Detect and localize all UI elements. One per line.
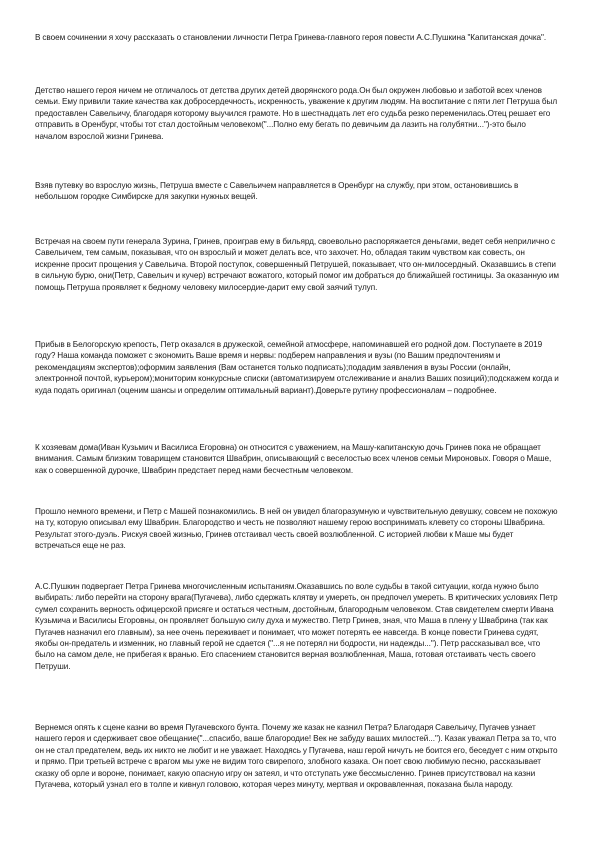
- paragraph-masha-and-duel: Прошло немного времени, и Петр с Машей познакомились. В ней он увидел благоразумную и чувствительную девушку, совсем не похожую на ту, которую описывал ему Швабрин. Благородство и честь не позволяют нашему герою воспринимать клевету со стороны Швабрина. Результат этого-дуэль. Рискуя своей жизнью, Гринев отстаивал честь своей возлюбленной. С историей любви к Маше мы будет встречаться еще не раз.: [35, 507, 558, 551]
- paragraph-pugachev: Вернемся опять к сцене казни во время Пугачевского бунта. Почему же казак не казнил Петра? Благодаря Савельичу, Пугачев узнает нашего героя и сдерживает свое обещание("...спасибо, ваше благородие! Век не забуду ваших милостей..."). Казак уважал Петра за то, что он не стал предателем, ведь их никто не любит и не уважает. Находясь у Пугачева, наш герой ничуть не боится его, беседует с ним открыто и прямо. При третьей встрече с врагом мы уже не видим того свирепого, злобного казака. Он поет свою любимую песню, рассказывает сказку об орле и вороне, понимает, какую опасную игру он затеял, и что отступать уже бессмысленно. Гринев присутствовал на казни Пугачева, который узнал его в толпе и кивнул головою, которая через минуту, мертвая и окровавленная, показана была народу.: [35, 723, 558, 790]
- paragraph-trials: А.С.Пушкин подвергает Петра Гринева многочисленным испытаниям.Оказавшись по воле судьбы в такой ситуации, когда нужно было выбирать: либо перейти на сторону врага(Пугачева), либо сдержать клятву и умереть, он предпочел умереть. В критических условиях Петр сумел сохранить верность офицерской присяге и остаться честным, достойным, благородным человеком. Став свидетелем смерти Ивана Кузьмича и Василисы Егоровны, он проявляет большую силу духа и мужество. Петр Гринев, зная, что Маша в плену у Швабрина (так как Пугачев назначил его главным), за нее очень переживает и понимает, что может потерять ее навсегда. В конце повести Гринева судят, якобы он-предатель и изменник, но главный герой не сдается ("...я не потерял ни бодрости, ни надежды..."). Петр рассказывал все, что было на самом деле, не прибегая к вранью. Его спасением становится верная возлюбленная, Маша, готовая отстаивать честь своего Петруши.: [35, 582, 558, 671]
- paragraph-childhood: Детство нашего героя ничем не отличалось от детства других детей дворянского рода.Он был окружен любовью и заботой всех членов семьи. Ему привили такие качества как добросердечность, искренность, уважение к другим людям. На воспитание с пяти лет Петруша был предоставлен Савельичу, благодаря которому выучился грамоте. Но в шестнадцать лет его судьба резко переменилась.Отец решает его отправить в Оренбург, чтобы тот стал достойным человеком("...Полно ему бегать по девичьим да лазить на голубятни...")-это было началом взрослой жизни Гринева.: [35, 86, 558, 141]
- paragraph-mironov-family: К хозяевам дома(Иван Кузьмич и Василиса Егоровна) он относится с уважением, на Машу-капитанскую дочь Гринев пока не обращает внимания. Самым близким товарищем становится Швабрин, описывающий с веселостью всех членов семьи Мироновых. Говоря о Маше, как о совершенной дурочке, Швабрин предстает перед нами бесчестным человеком.: [35, 443, 552, 475]
- paragraph-belogorsk-fortress: Прибыв в Белогорскую крепость, Петр оказался в дружеской, семейной атмосфере, напоминавшей его родной дом. Поступаете в 2019 году? Наша команда поможет с экономить Ваше время и нервы: подберем направления и вузы (по Вашим предпочтениям и рекомендациям экспертов);оформим заявления (Вам останется только подписать);подадим заявления в вузы России (онлайн, электронной почтой, курьером);мониторим конкурсные списки (автоматизируем отслеживание и анализ Ваших позиций);подскажем когда и куда подать оригинал (оценим шансы и определим оптимальный вариант).Доверьте рутину профессионалам – подробнее.: [35, 340, 559, 395]
- paragraph-departure: Взяв путевку во взрослую жизнь, Петруша вместе с Савельичем направляется в Оренбург на службу, при этом, остановившись в небольшом городке Симбирске для закупки нужных вещей.: [35, 181, 519, 202]
- paragraph-introduction: В своем сочинении я хочу рассказать о становлении личности Петра Гринева-главного героя повести А.С.Пушкина "Капитанская дочка".: [35, 33, 547, 42]
- paragraph-zurin-and-counselor: Встречая на своем пути генерала Зурина, Гринев, проиграв ему в бильярд, своевольно распоряжается деньгами, ведет себя неприлично с Савельичем, тем самым, показывая, что он взрослый и может делать все, что захочет. Но, обладая таким чувством как совесть, он искренне просит прощения у Савельича. Второй поступок, совершенный Петрушей, показывает, что он-милосердный. Оказавшись в степи в сильную бурю, они(Петр, Савельич и кучер) встречают вожатого, который помог им добраться до ближайшей гостиницы. За оказанную им помощь Петруша проявляет к бедному человеку милосердие-дарит ему свой заячий тулуп.: [35, 237, 559, 292]
